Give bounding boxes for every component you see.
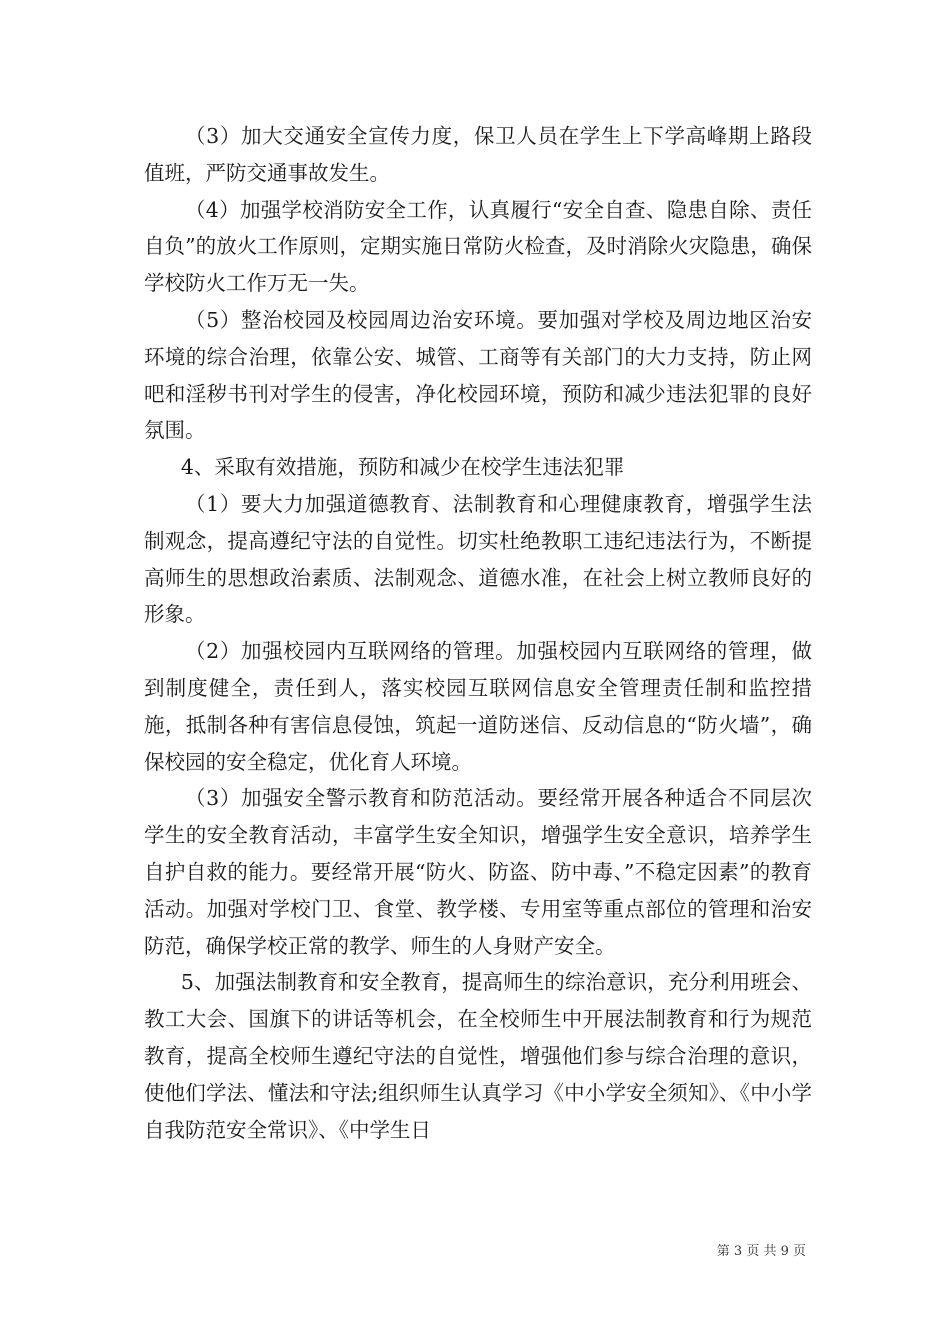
- paragraph-subitem-1: （1）要大力加强道德教育、法制教育和心理健康教育，增强学生法制观念，提高遵纪守法的自觉性。切实杜绝教职工违纪违法行为，不断提高师生的思想政治素质、法制观念、道德水准，在社会上树立教师良好的形象。: [144, 491, 812, 627]
- paragraph-item-3: （3）加大交通安全宣传力度，保卫人员在学生上下学高峰期上路段值班，严防交通事故发生。: [144, 124, 812, 185]
- paragraph-subitem-3: （3）加强安全警示教育和防范活动。要经常开展各种适合不同层次学生的安全教育活动，丰富学生安全知识，增强学生安全意识，培养学生自护自救的能力。要经常开展“防火、防盗、防中毒、”不稳定因素”的教育活动。加强对学校门卫、食堂、教学楼、专用室等重点部位的管理和治安防范，确保学校正常的教学、师生的人身财产安全。: [144, 786, 812, 958]
- document-body: [144, 118, 812, 1148]
- page-number: 第 3 页 共 9 页: [716, 1244, 806, 1259]
- paragraph-item-4: （4）加强学校消防安全工作，认真履行“安全自查、隐患自除、责任自负”的放火工作原则，定期实施日常防火检查，及时消除火灾隐患，确保学校防火工作万无一失。: [144, 197, 812, 296]
- section-heading-4: 4、采取有效措施，预防和减少在校学生违法犯罪: [180, 455, 625, 480]
- paragraph-item-5: （5）整治校园及校园周边治安环境。要加强对学校及周边地区治安环境的综合治理，依靠公安、城管、工商等有关部门的大力支持，防止网吧和淫秽书刊对学生的侵害，净化校园环境，预防和减少违法犯罪的良好氛围。: [144, 307, 812, 443]
- section-paragraph-5: 5、加强法制教育和安全教育，提高师生的综治意识，充分利用班会、教工大会、国旗下的讲话等机会，在全校师生中开展法制教育和行为规范教育，提高全校师生遵纪守法的自觉性，增强他们参与综合治理的意识，使他们学法、懂法和守法;组织师生认真学习《中小学安全须知》、《中小学自我防范安全常识》、《中学生日: [144, 970, 812, 1142]
- paragraph-subitem-2: （2）加强校园内互联网络的管理。加强校园内互联网络的管理，做到制度健全，责任到人，落实校园互联网信息安全管理责任制和监控措施，抵制各种有害信息侵蚀，筑起一道防迷信、反动信息的“防火墙”，确保校园的安全稳定，优化育人环境。: [144, 639, 812, 774]
